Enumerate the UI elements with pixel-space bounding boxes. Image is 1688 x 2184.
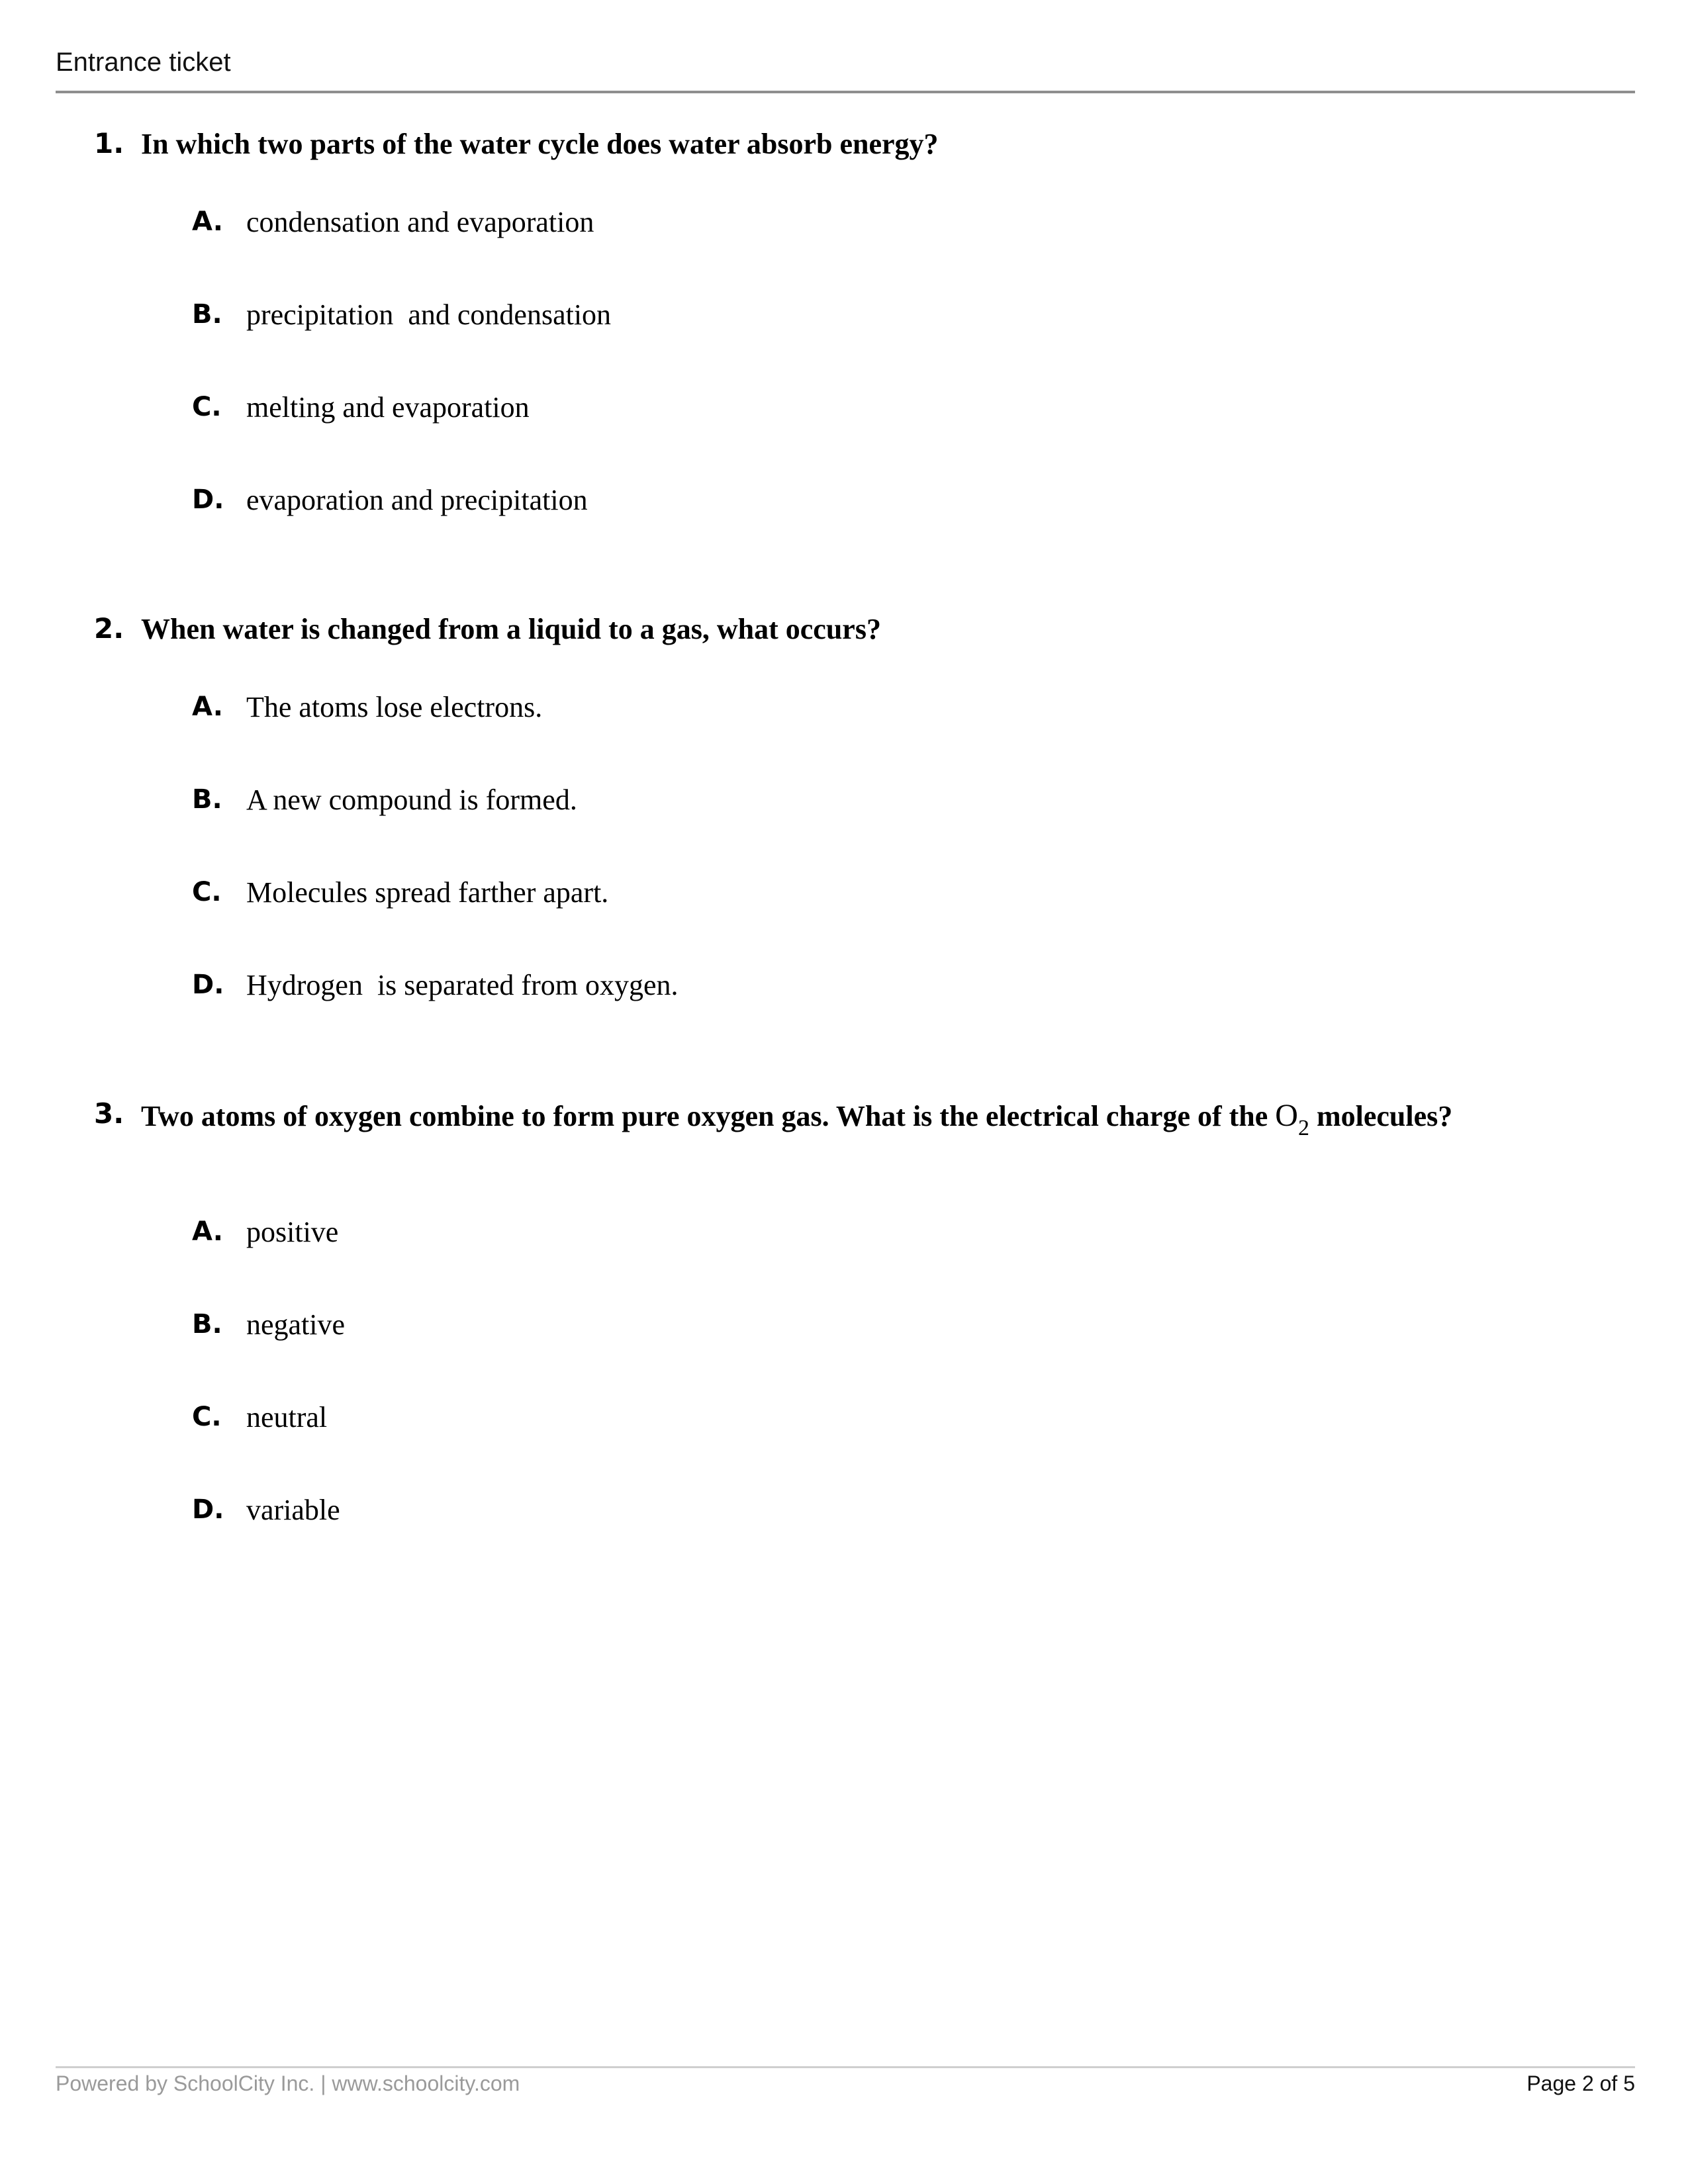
option-letter: B.	[192, 299, 222, 330]
question-text: In which two parts of the water cycle does water absorb energy?	[141, 128, 939, 160]
answer-option-c[interactable]	[0, 877, 1688, 917]
option-letter: D.	[192, 970, 224, 1000]
option-text: evaporation and precipitation	[246, 484, 588, 516]
question-text: When water is changed from a liquid to a gas, what occurs?	[141, 613, 881, 645]
answer-option-d[interactable]	[0, 1494, 1688, 1534]
option-text: Hydrogen is separated from oxygen.	[246, 969, 679, 1001]
answer-option-c[interactable]	[0, 392, 1688, 432]
option-text: melting and evaporation	[246, 391, 530, 424]
answer-option-d[interactable]	[0, 484, 1688, 524]
option-letter: D.	[192, 1494, 224, 1525]
option-text: neutral	[246, 1401, 328, 1433]
chemical-formula	[1275, 1098, 1309, 1140]
formula-symbol: O	[1275, 1098, 1298, 1133]
option-text: variable	[246, 1494, 340, 1526]
option-letter: A.	[192, 1216, 223, 1247]
answer-option-b[interactable]	[0, 299, 1688, 339]
page-number: Page 2 of 5	[1526, 2071, 1635, 2095]
option-text: condensation and evaporation	[246, 206, 594, 238]
answer-option-a[interactable]	[0, 692, 1688, 731]
option-letter: A.	[192, 692, 223, 722]
answer-option-b[interactable]	[0, 1309, 1688, 1349]
footer-powered-by: Powered by SchoolCity Inc. | www.schoolcity.com	[56, 2071, 520, 2095]
question-number: 3.	[94, 1097, 124, 1130]
option-text: A new compound is formed.	[246, 784, 577, 816]
option-letter: C.	[192, 877, 222, 907]
answer-option-a[interactable]	[0, 206, 1688, 246]
option-text: negative	[246, 1308, 346, 1341]
question-text	[141, 1097, 1452, 1141]
footer-divider	[56, 2066, 1635, 2068]
option-text: Molecules spread farther apart.	[246, 876, 609, 909]
option-text: precipitation and condensation	[246, 298, 612, 331]
option-letter: C.	[192, 1402, 222, 1432]
option-text: positive	[246, 1216, 339, 1248]
option-letter: D.	[192, 484, 224, 515]
question-number: 2.	[94, 612, 124, 645]
page-header-title: Entrance ticket	[56, 48, 231, 77]
option-letter: C.	[192, 392, 222, 422]
answer-option-b[interactable]	[0, 784, 1688, 824]
option-letter: B.	[192, 1309, 222, 1340]
formula-subscript: 2	[1297, 1116, 1309, 1140]
header-divider	[56, 91, 1635, 93]
answer-option-a[interactable]	[0, 1216, 1688, 1256]
answer-option-c[interactable]	[0, 1402, 1688, 1441]
question-text-after: molecules?	[1309, 1100, 1453, 1132]
option-letter: A.	[192, 206, 223, 237]
option-text: The atoms lose electrons.	[246, 691, 543, 723]
option-letter: B.	[192, 784, 222, 815]
question-number: 1.	[94, 127, 124, 159]
answer-option-d[interactable]	[0, 970, 1688, 1009]
question-text-before: Two atoms of oxygen combine to form pure oxygen gas. What is the electrical charge of the	[141, 1100, 1276, 1132]
